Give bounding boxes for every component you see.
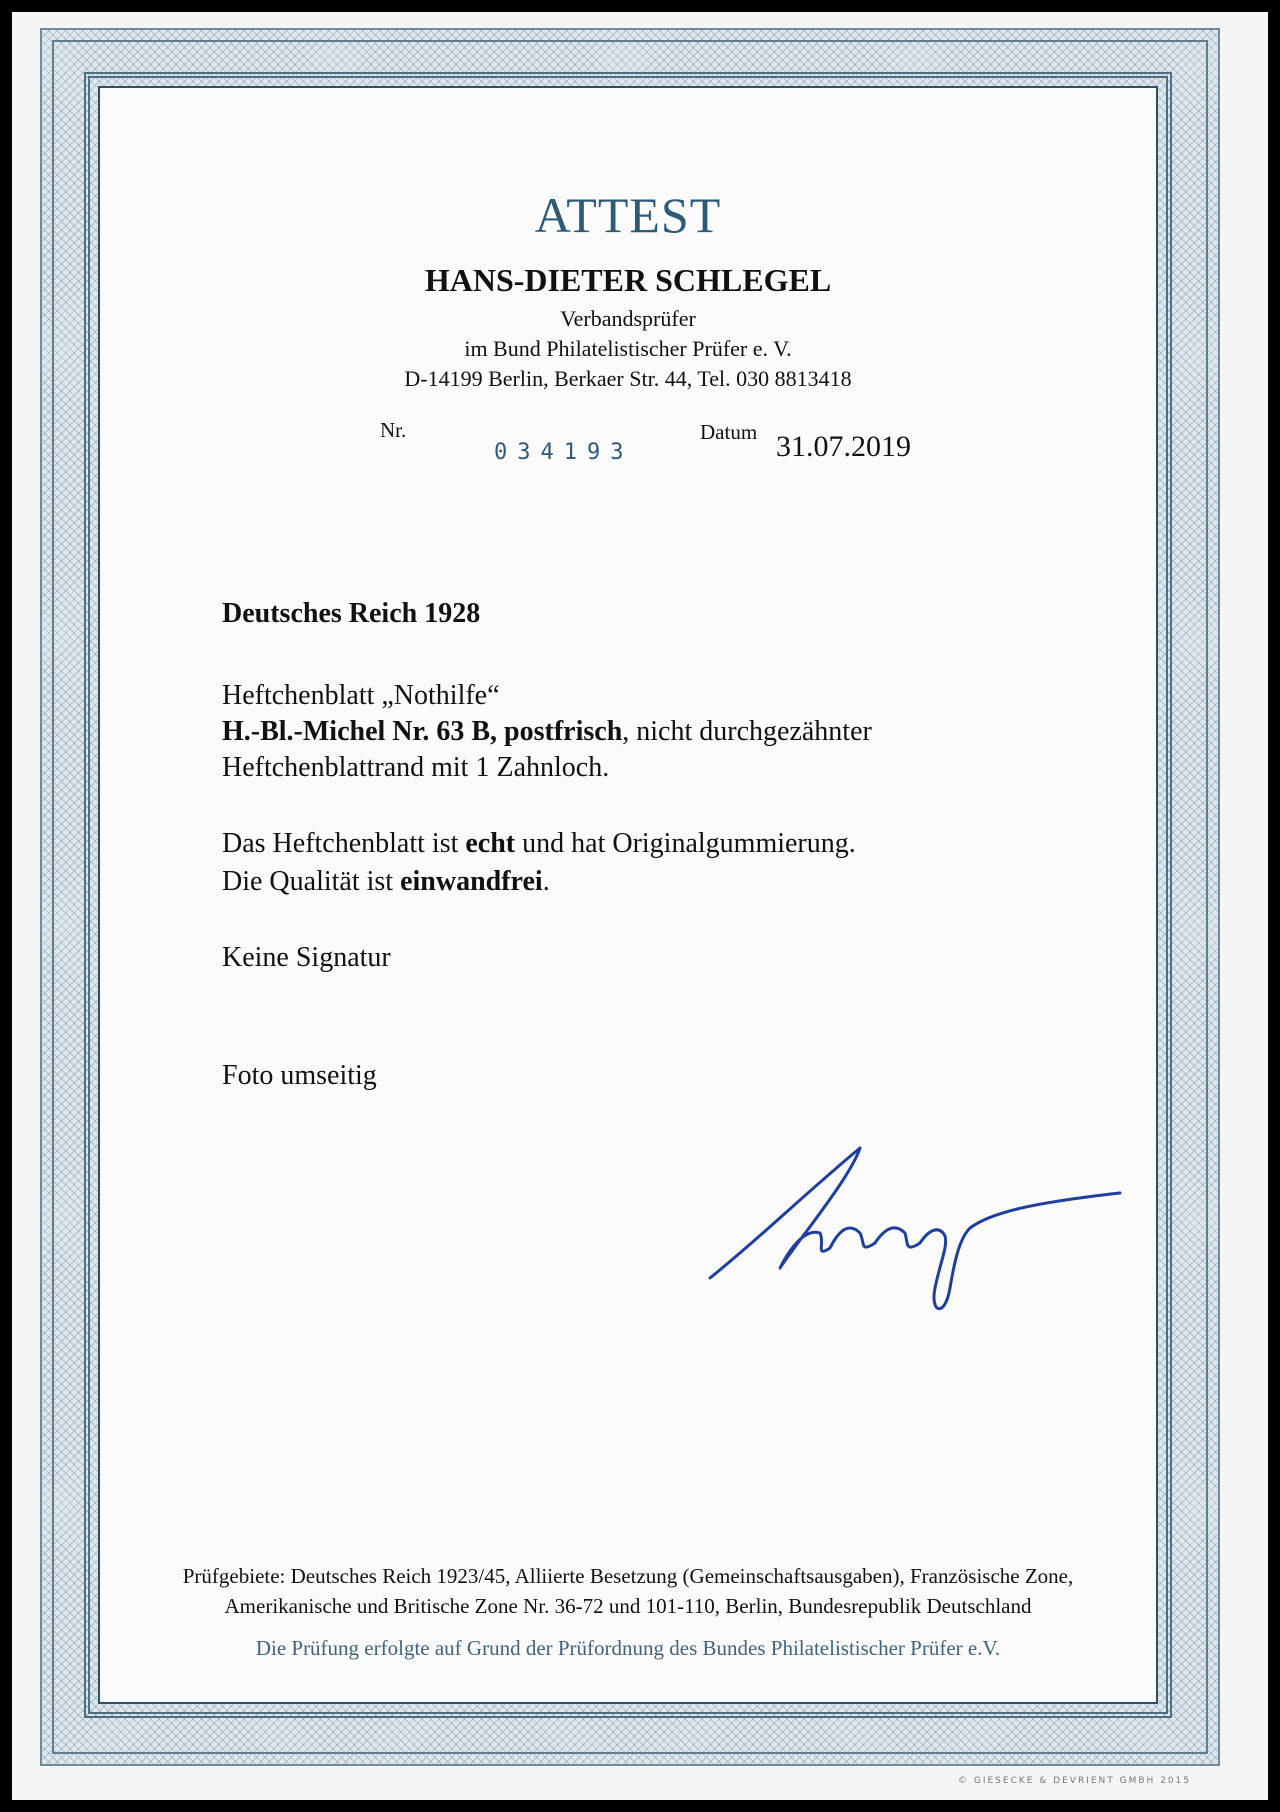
verdict-line-2 (222, 864, 550, 900)
examiner-address: D-14199 Berlin, Berkaer Str. 44, Tel. 030 8813418 (404, 366, 852, 391)
examiner-association: im Bund Philatelistischer Prüfer e. V. (464, 336, 792, 361)
stamp-heading: Deutsches Reich 1928 (222, 598, 481, 629)
datum-label: Datum (700, 420, 758, 444)
verdict-1-b: und hat Originalgummierung. (515, 828, 856, 859)
photo-note: Foto umseitig (222, 1060, 377, 1091)
verdict-1-a: Das Heftchenblatt ist (222, 828, 466, 859)
item-line-2-rest: , nicht durchgezähnter (622, 716, 872, 747)
verdict-line-1 (222, 826, 856, 862)
examiner-role: Verbandsprüfer (560, 306, 696, 331)
datum-value: 31.07.2019 (776, 430, 911, 463)
footer-regulation: Die Prüfung erfolgte auf Grund der Prüfordnung des Bundes Philatelistischer Prüfer e.V. (255, 1636, 1001, 1660)
signature-note: Keine Signatur (222, 942, 391, 973)
verdict-2-b: . (542, 866, 550, 897)
item-michel-number: H.-Bl.-Michel Nr. 63 B, postfrisch (222, 716, 623, 747)
nr-value: 034193 (494, 440, 634, 465)
item-line-1: Heftchenblatt „Nothilfe“ (222, 680, 500, 711)
examiner-signature (700, 1128, 1130, 1328)
item-line-3: Heftchenblattrand mit 1 Zahnloch. (222, 752, 610, 783)
item-line-2 (222, 714, 872, 750)
nr-label: Nr. (380, 418, 407, 442)
verdict-quality: einwandfrei (400, 866, 543, 897)
verdict-2-a: Die Qualität ist (222, 866, 401, 897)
verdict-genuine: echt (465, 828, 516, 859)
footer-scope-line-2: Amerikanische und Britische Zone Nr. 36-72 und 101-110, Berlin, Bundesrepublik Deutschland (224, 1594, 1032, 1618)
copyright-note: © GIESECKE & DEVRIENT GMBH 2015 (958, 1776, 1192, 1786)
footer-scope-line-1: Prüfgebiete: Deutsches Reich 1923/45, Alliierte Besetzung (Gemeinschaftsausgaben), Französische Zone, (182, 1564, 1074, 1588)
examiner-name: HANS-DIETER SCHLEGEL (424, 262, 832, 298)
certificate-title: ATTEST (534, 187, 722, 243)
